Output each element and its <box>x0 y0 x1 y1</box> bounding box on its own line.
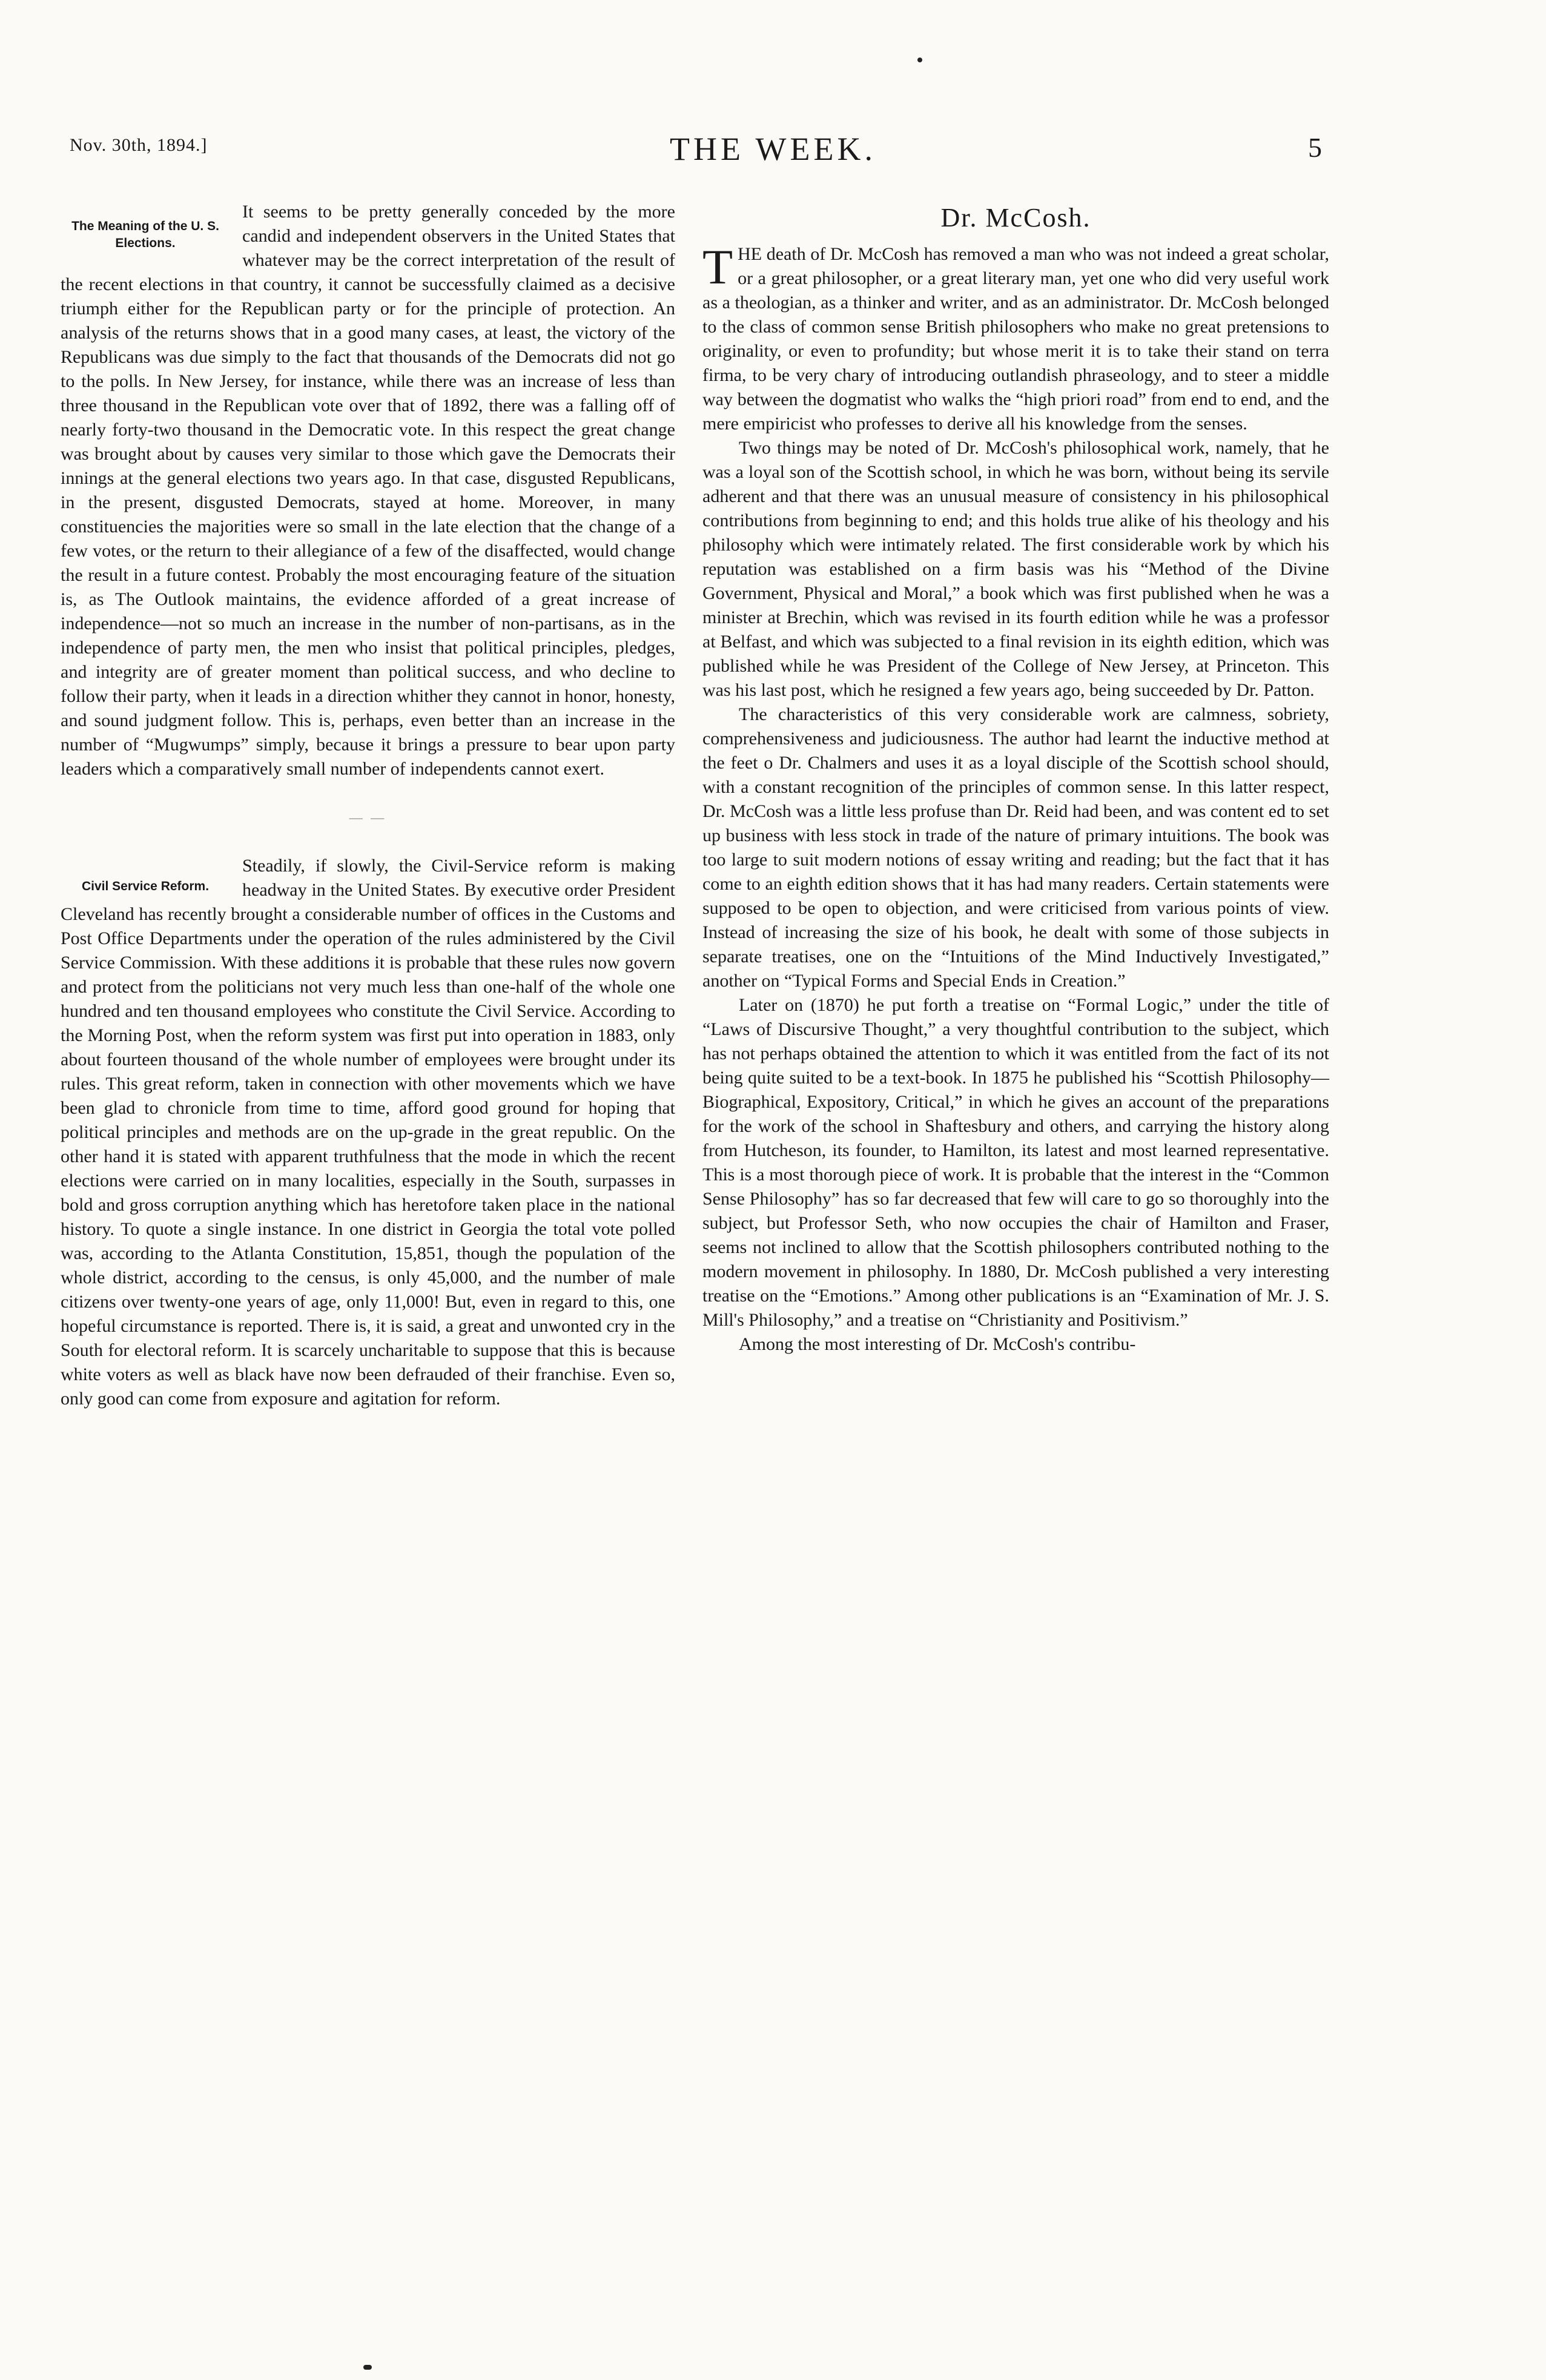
page-number: 5 <box>1308 132 1322 163</box>
article-paragraph: Among the most interesting of Dr. McCosh's contribu- <box>739 1334 1136 1354</box>
side-note-heading: Civil Service Reform. <box>81 879 210 893</box>
editorial-paragraph: Steadily, if slowly, the Civil-Service reform is making headway in the United States. By executive order President Cleveland has recently brought a considerable number of offices in the Customs and Post Office Departments under the operation of the rules administered by the Civil Service Commission. With these additions it is probable that these rules now govern and protect from the politicians not very much less than one-half of the whole one hundred and ten thousand employees who constitute the Civil Service. According to the Morning Post, when the reform system was first put into operation in 1883, only about fourteen thousand of the whole number of employees were brought under its rules. This great reform, taken in connection with other movements which we have been glad to chronicle from time to time, afford good ground for hoping that political principles and methods are on the up-grade in the great republic. On the other hand it is stated with apparent truthfulness that the mode in which the recent elections were carried on in many localities, especially in the South, surpasses in bold and gross corruption anything which has heretofore taken place in the national history. To quote a single instance. In one district in Georgia the total vote polled was, according to the Atlanta Constitution, 15,851, though the population of the whole district, according to the census, is only 45,000, and the number of male citizens over twenty-one years of age, only 11,000! But, even in regard to this, one hopeful circumstance is reported. There is, it is said, a great and unwonted cry in the South for electoral reform. It is scarcely uncharitable to suppose that this is because white voters as well as black have now been defrauded of their franchise. Even so, only good can come from exposure and agitation for reform. <box>61 856 675 1409</box>
article-paragraph <box>702 239 1329 436</box>
ink-speck <box>917 58 922 62</box>
side-note-heading: The Meaning of the U. S. Elections. <box>71 219 219 250</box>
editorial-section-elections <box>61 200 675 781</box>
article-paragraph-text: HE death of Dr. McCosh has removed a man who was not indeed a great scholar, or a great philosopher, or a great literary man, yet one who did very useful work as a theologian, as a thinker and writer, and as an administrator. Dr. McCosh belonged to the class of common sense British philosophers who make no great pretensions to originality, or even to profundity; but whose merit it is to take their stand on terra firma, to be very chary of introducing outlandish phraseology, and to steer a middle way between the dogmatist who walks the “high priori road” from end to end, and the mere empiricist who professes to derive all his knowledge from the senses. <box>702 244 1329 434</box>
article-paragraph: The characteristics of this very considerable work are calmness, sobriety, comprehensiveness and judiciousness. The author had learnt the inductive method at the feet o Dr. Chalmers and uses it as a loyal disciple of the Scottish school should, with a constant recognition of the principles of common sense. In this latter respect, Dr. McCosh was a little less profuse than Dr. Reid had been, and was content ed to set up business with less stock in trade of the nature of primary intuitions. The book was too large to suit modern notions of essay writing and reading; but the fact that it has come to an eighth edition shows that it has had many readers. Certain statements were supposed to be open to objection, and were criticised from various points of view. Instead of increasing the size of his book, he dealt with some of those subjects in separate treatises, one on the “Intuitions of the Mind Inductively Investigated,” another on “Typical Forms and Special Ends in Creation.” <box>702 704 1329 991</box>
issue-date: Nov. 30th, 1894.] <box>70 135 208 155</box>
ink-speck <box>363 2365 372 2370</box>
masthead <box>0 130 1546 167</box>
section-divider: — — <box>349 810 387 825</box>
left-column <box>61 200 675 1411</box>
editorial-section-civil-service <box>61 854 675 1411</box>
article-title: Dr. McCosh. <box>940 203 1091 233</box>
right-column <box>702 200 1329 1357</box>
publication-title: THE WEEK. <box>670 131 876 167</box>
editorial-paragraph: It seems to be pretty generally conceded by the more candid and independent observers in the United States that whatever may be the correct interpretation of the result of the recent elections in that country, it cannot be successfully claimed as a decisive triumph either for the Republican party or for the principle of protection. An analysis of the returns shows that in a good many cases, at least, the victory of the Republicans was due simply to the fact that thousands of the Democrats did not go to the polls. In New Jersey, for instance, while there was an increase of less than three thousand in the Republican vote over that of 1892, there was a falling off of nearly forty-two thousand in the Democratic vote. In this respect the great change was brought about by causes very similar to those which gave the Democrats their innings at the general elections two years ago. In that case, disgusted Republicans, in the present, disgusted Democrats, stayed at home. Moreover, in many constituencies the majorities were so small in the late election that the change of a few votes, or the return to their allegiance of a few of the disaffected, would change the result in a future contest. Probably the most encouraging feature of the situation is, as The Outlook maintains, the evidence afforded of a great increase of independence—not so much an increase in the number of non-partisans, as in the independence of party men, the men who insist that political principles, pledges, and integrity are of greater moment than political success, and who decline to follow their party, when it leads in a direction whither they cannot in honor, honesty, and sound judgment follow. This is, perhaps, even better than an increase in the number of “Mugwumps” simply, because it brings a pressure to bear upon party leaders which a comparatively small number of independents cannot exert. <box>61 202 675 779</box>
article-paragraph: Two things may be noted of Dr. McCosh's philosophical work, namely, that he was a loyal son of the Scottish school, in which he was born, without being its servile adherent and that there was an unusual measure of consistency in his philosophical contributions from beginning to end; and this holds true alike of his theology and his philosophy which were intimately related. The first considerable work by which his reputation was established on a firm basis was his “Method of the Divine Government, Physical and Moral,” a book which was first published when he was a minister at Brechin, which was revised in its fourth edition while he was a professor at Belfast, and which was subjected to a final revision in its eighth edition, which was published while he was President of the College of New Jersey, at Princeton. This was his last post, which he resigned a few years ago, being succeeded by Dr. Patton. <box>702 438 1329 700</box>
article-paragraph: Later on (1870) he put forth a treatise on “Formal Logic,” under the title of “Laws of Discursive Thought,” a very thoughtful contribution to the subject, which has not perhaps obtained the attention to which it was entitled from the fact of its not being quite suited to be a text-book. In 1875 he published his “Scottish Philosophy—Biographical, Expository, Critical,” in which he gives an account of the preparations for the work of the school in Shaftesbury and others, and carrying the history along from Hutcheson, its founder, to Hamilton, its latest and most learned representative. This is a most thorough piece of work. It is probable that the interest in the “Common Sense Philosophy” has so far decreased that few will care to go so thoroughly into the subject, but Professor Seth, who now occupies the chair of Hamilton and Fraser, seems not inclined to allow that the Scottish philosophers contributed nothing to the modern movement in philosophy. In 1880, Dr. McCosh published a very interesting treatise on the “Emotions.” Among other publications is an “Examination of Mr. J. S. Mill's Philosophy,” and a treatise on “Christianity and Positivism.” <box>702 995 1329 1330</box>
drop-cap: T <box>702 239 733 294</box>
